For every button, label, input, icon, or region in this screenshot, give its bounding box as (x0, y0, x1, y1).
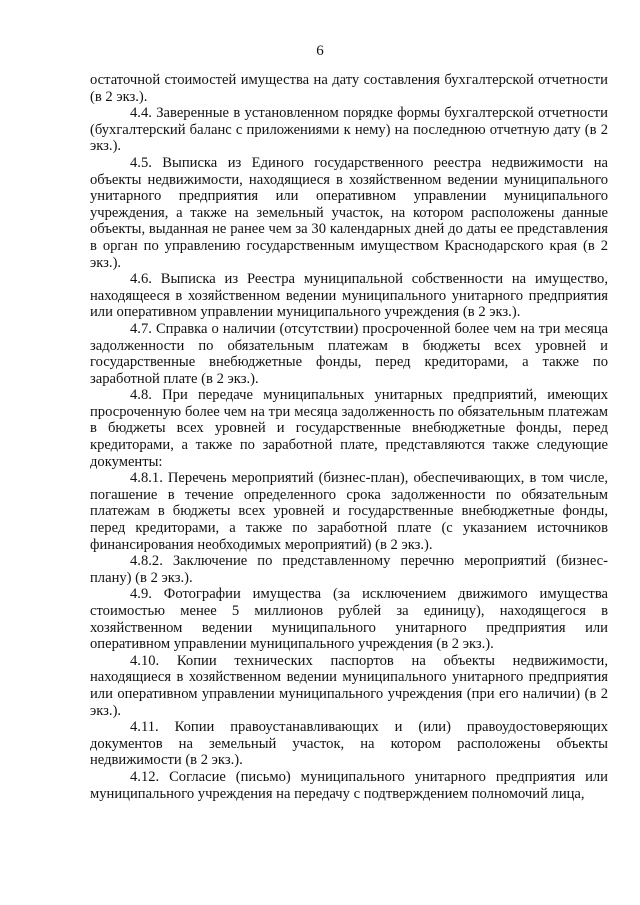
paragraph-4-5: 4.5. Выписка из Единого государственного реестра недвижимости на объекты недвижимости, находящиеся в хозяйственном ведении муниципального унитарного предприятия или оперативном управлении муниципального учреждения, а также на земельный участок, на котором расположены данные объекты, выданная не ранее чем за 30 календарных дней до даты ее представления в орган по управлению государственным имуществом Краснодарского края (в 2 экз.). (90, 154, 608, 271)
paragraph-4-7: 4.7. Справка о наличии (отсутствии) просроченной более чем на три месяца задолженности по обязательным платежам в бюджеты всех уровней и государственные внебюджетные фонды, перед кредиторами, а также по заработной плате (в 2 экз.). (90, 320, 608, 387)
paragraph-4-8: 4.8. При передаче муниципальных унитарных предприятий, имеющих просроченную более чем на три месяца задолженность по обязательным платежам в бюджеты всех уровней и государственные внебюджетные фонды, перед кредиторами, а также по заработной плате, представляются также следующие документы: (90, 387, 608, 470)
paragraph-continuation: остаточной стоимостей имущества на дату составления бухгалтерской отчетности (в 2 экз.). (90, 72, 608, 105)
paragraph-4-8-1: 4.8.1. Перечень мероприятий (бизнес-план), обеспечивающих, в том числе, погашение в течение определенного срока задолженности по обязательным платежам в бюджеты всех уровней и государственные внебюджетные фонды, перед кредиторами, а также по заработной плате (с указанием источников финансирования необходимых мероприятий) (в 2 экз.). (90, 470, 608, 553)
paragraph-4-10: 4.10. Копии технических паспортов на объекты недвижимости, находящиеся в хозяйственном ведении муниципального унитарного предприятия или оперативном управлении муниципального учреждения (при его наличии) (в 2 экз.). (90, 652, 608, 719)
paragraph-4-11: 4.11. Копии правоустанавливающих и (или) правоудостоверяющих документов на земельный участок, на котором расположены объекты недвижимости (в 2 экз.). (90, 719, 608, 769)
paragraph-4-12: 4.12. Согласие (письмо) муниципального унитарного предприятия или муниципального учреждения на передачу с подтверждением полномочий лица, (90, 768, 608, 802)
paragraph-4-8-2: 4.8.2. Заключение по представленному перечню мероприятий (бизнес-плану) (в 2 экз.). (90, 553, 608, 586)
page-number: 6 (316, 43, 324, 59)
document-body (90, 72, 608, 802)
paragraph-4-6: 4.6. Выписка из Реестра муниципальной собственности на имущество, находящееся в хозяйственном ведении муниципального унитарного предприятия или оперативном управлении муниципального учреждения (в 2 экз.). (90, 271, 608, 321)
paragraph-4-9: 4.9. Фотографии имущества (за исключением движимого имущества стоимостью менее 5 миллионов рублей за единицу), находящегося в хозяйственном ведении муниципального унитарного предприятия или оперативном управлении муниципального учреждения (в 2 экз.). (90, 586, 608, 653)
paragraph-4-4: 4.4. Заверенные в установленном порядке формы бухгалтерской отчетности (бухгалтерский баланс с приложениями к нему) на последнюю отчетную дату (в 2 экз.). (90, 105, 608, 155)
